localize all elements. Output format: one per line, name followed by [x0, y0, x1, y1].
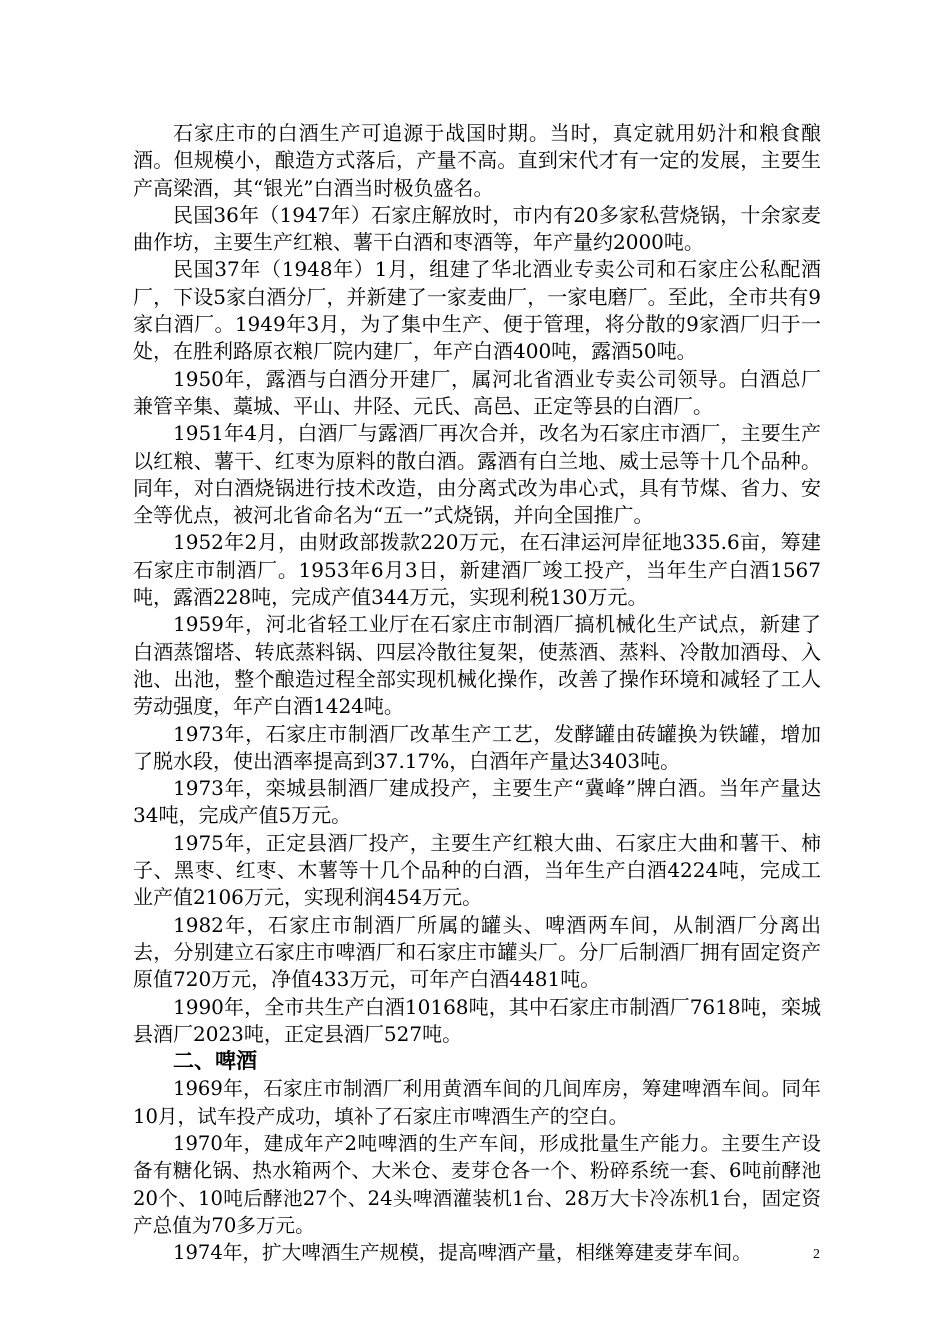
- paragraph-1970: 1970年，建成年产2吨啤酒的生产车间，形成批量生产能力。主要生产设备有糖化锅、热水箱两个、大米仓、麦芽仓各一个、粉碎系统一套、6吨前酵池20个、10吨后酵池27个、24头啤酒灌装机1台、28万大卡冷冻机1台，固定资产总值为70多万元。: [133, 1131, 821, 1237]
- paragraph-1947: 民国36年（1947年）石家庄解放时，市内有20多家私营烧锅，十余家麦曲作坊，主要生产红粮、薯干白酒和枣酒等，年产量约2000吨。: [133, 202, 821, 255]
- paragraph-1969: 1969年，石家庄市制酒厂利用黄酒车间的几间库房，筹建啤酒车间。同年10月，试车投产成功，填补了石家庄市啤酒生产的空白。: [133, 1077, 821, 1128]
- paragraph-1950: 1950年，露酒与白酒分开建厂，属河北省酒业专卖公司领导。白酒总厂兼管辛集、藁城、平山、井陉、元氏、高邑、正定等县的白酒厂。: [133, 366, 821, 418]
- paragraph-1973-luancheng: 1973年，栾城县制酒厂建成投产，主要生产“冀峰”牌白酒。当年产量达34吨，完成产值5万元。: [133, 776, 821, 828]
- paragraph-1952: 1952年2月，由财政部拨款220万元，在石津运河岸征地335.6亩，筹建石家庄市制酒厂。1953年6月3日，新建酒厂竣工投产，当年生产白酒1567吨，露酒228吨，完成产值344万元，实现利税130万元。: [133, 530, 821, 610]
- section-heading-beer: 二、啤酒: [173, 1049, 257, 1074]
- paragraph-1973-shijiazhuang: 1973年，石家庄市制酒厂改革生产工艺，发酵罐由砖罐换为铁罐，增加了脱水段，使出酒率提高到37.17%，白酒年产量达3403吨。: [133, 721, 821, 773]
- paragraph-1975: 1975年，正定县酒厂投产，主要生产红粮大曲、石家庄大曲和薯干、柿子、黑枣、红枣、木薯等十几个品种的白酒，当年生产白酒4224吨，完成工业产值2106万元，实现利润454万元。: [133, 830, 821, 910]
- paragraph-1959: 1959年，河北省轻工业厅在石家庄市制酒厂搞机械化生产试点，新建了白酒蒸馏塔、转底蒸料锅、四层冷散往复架，使蒸酒、蒸料、冷散加酒母、入池、出池，整个酿造过程全部实现机械化操作，改善了操作环境和减轻了工人劳动强度，年产白酒1424吨。: [133, 612, 821, 719]
- paragraph-1990: 1990年，全市共生产白酒10168吨，其中石家庄市制酒厂7618吨，栾城县酒厂2023吨，正定县酒厂527吨。: [133, 994, 821, 1046]
- paragraph-1974: 1974年，扩大啤酒生产规模，提高啤酒产量，相继筹建麦芽车间。: [173, 1241, 752, 1265]
- paragraph-1948: 民国37年（1948年）1月，组建了华北酒业专卖公司和石家庄公私配酒厂，下设5家白酒分厂，并新建了一家麦曲厂，一家电磨厂。至此，全市共有9家白酒厂。1949年3月，为了集中生产、便于管理，将分散的9家酒厂归于一处，在胜利路原衣粮厂院内建厂，年产白酒400吨，露酒50吨。: [133, 257, 821, 364]
- page-number: 2: [813, 1247, 820, 1262]
- paragraph-origin: 石家庄市的白酒生产可追源于战国时期。当时，真定就用奶汁和粮食酿酒。但规模小，酿造方式落后，产量不高。直到宋代才有一定的发展，主要生产高梁酒，其“银光”白酒当时极负盛名。: [133, 121, 821, 200]
- paragraph-1982: 1982年，石家庄市制酒厂所属的罐头、啤酒两车间，从制酒厂分离出去，分别建立石家庄市啤酒厂和石家庄市罐头厂。分厂后制酒厂拥有固定资产原值720万元，净值433万元，可年产白酒4481吨。: [133, 912, 821, 992]
- paragraph-1951: 1951年4月，白酒厂与露酒厂再次合并，改名为石家庄市酒厂，主要生产以红粮、薯干、红枣为原料的散白酒。露酒有白兰地、威士忌等十几个品种。同年，对白酒烧锅进行技术改造，由分离式改为串心式，具有节煤、省力、安全等优点，被河北省命名为“五一”式烧锅，并向全国推广。: [133, 421, 821, 528]
- document-body: [133, 120, 821, 1266]
